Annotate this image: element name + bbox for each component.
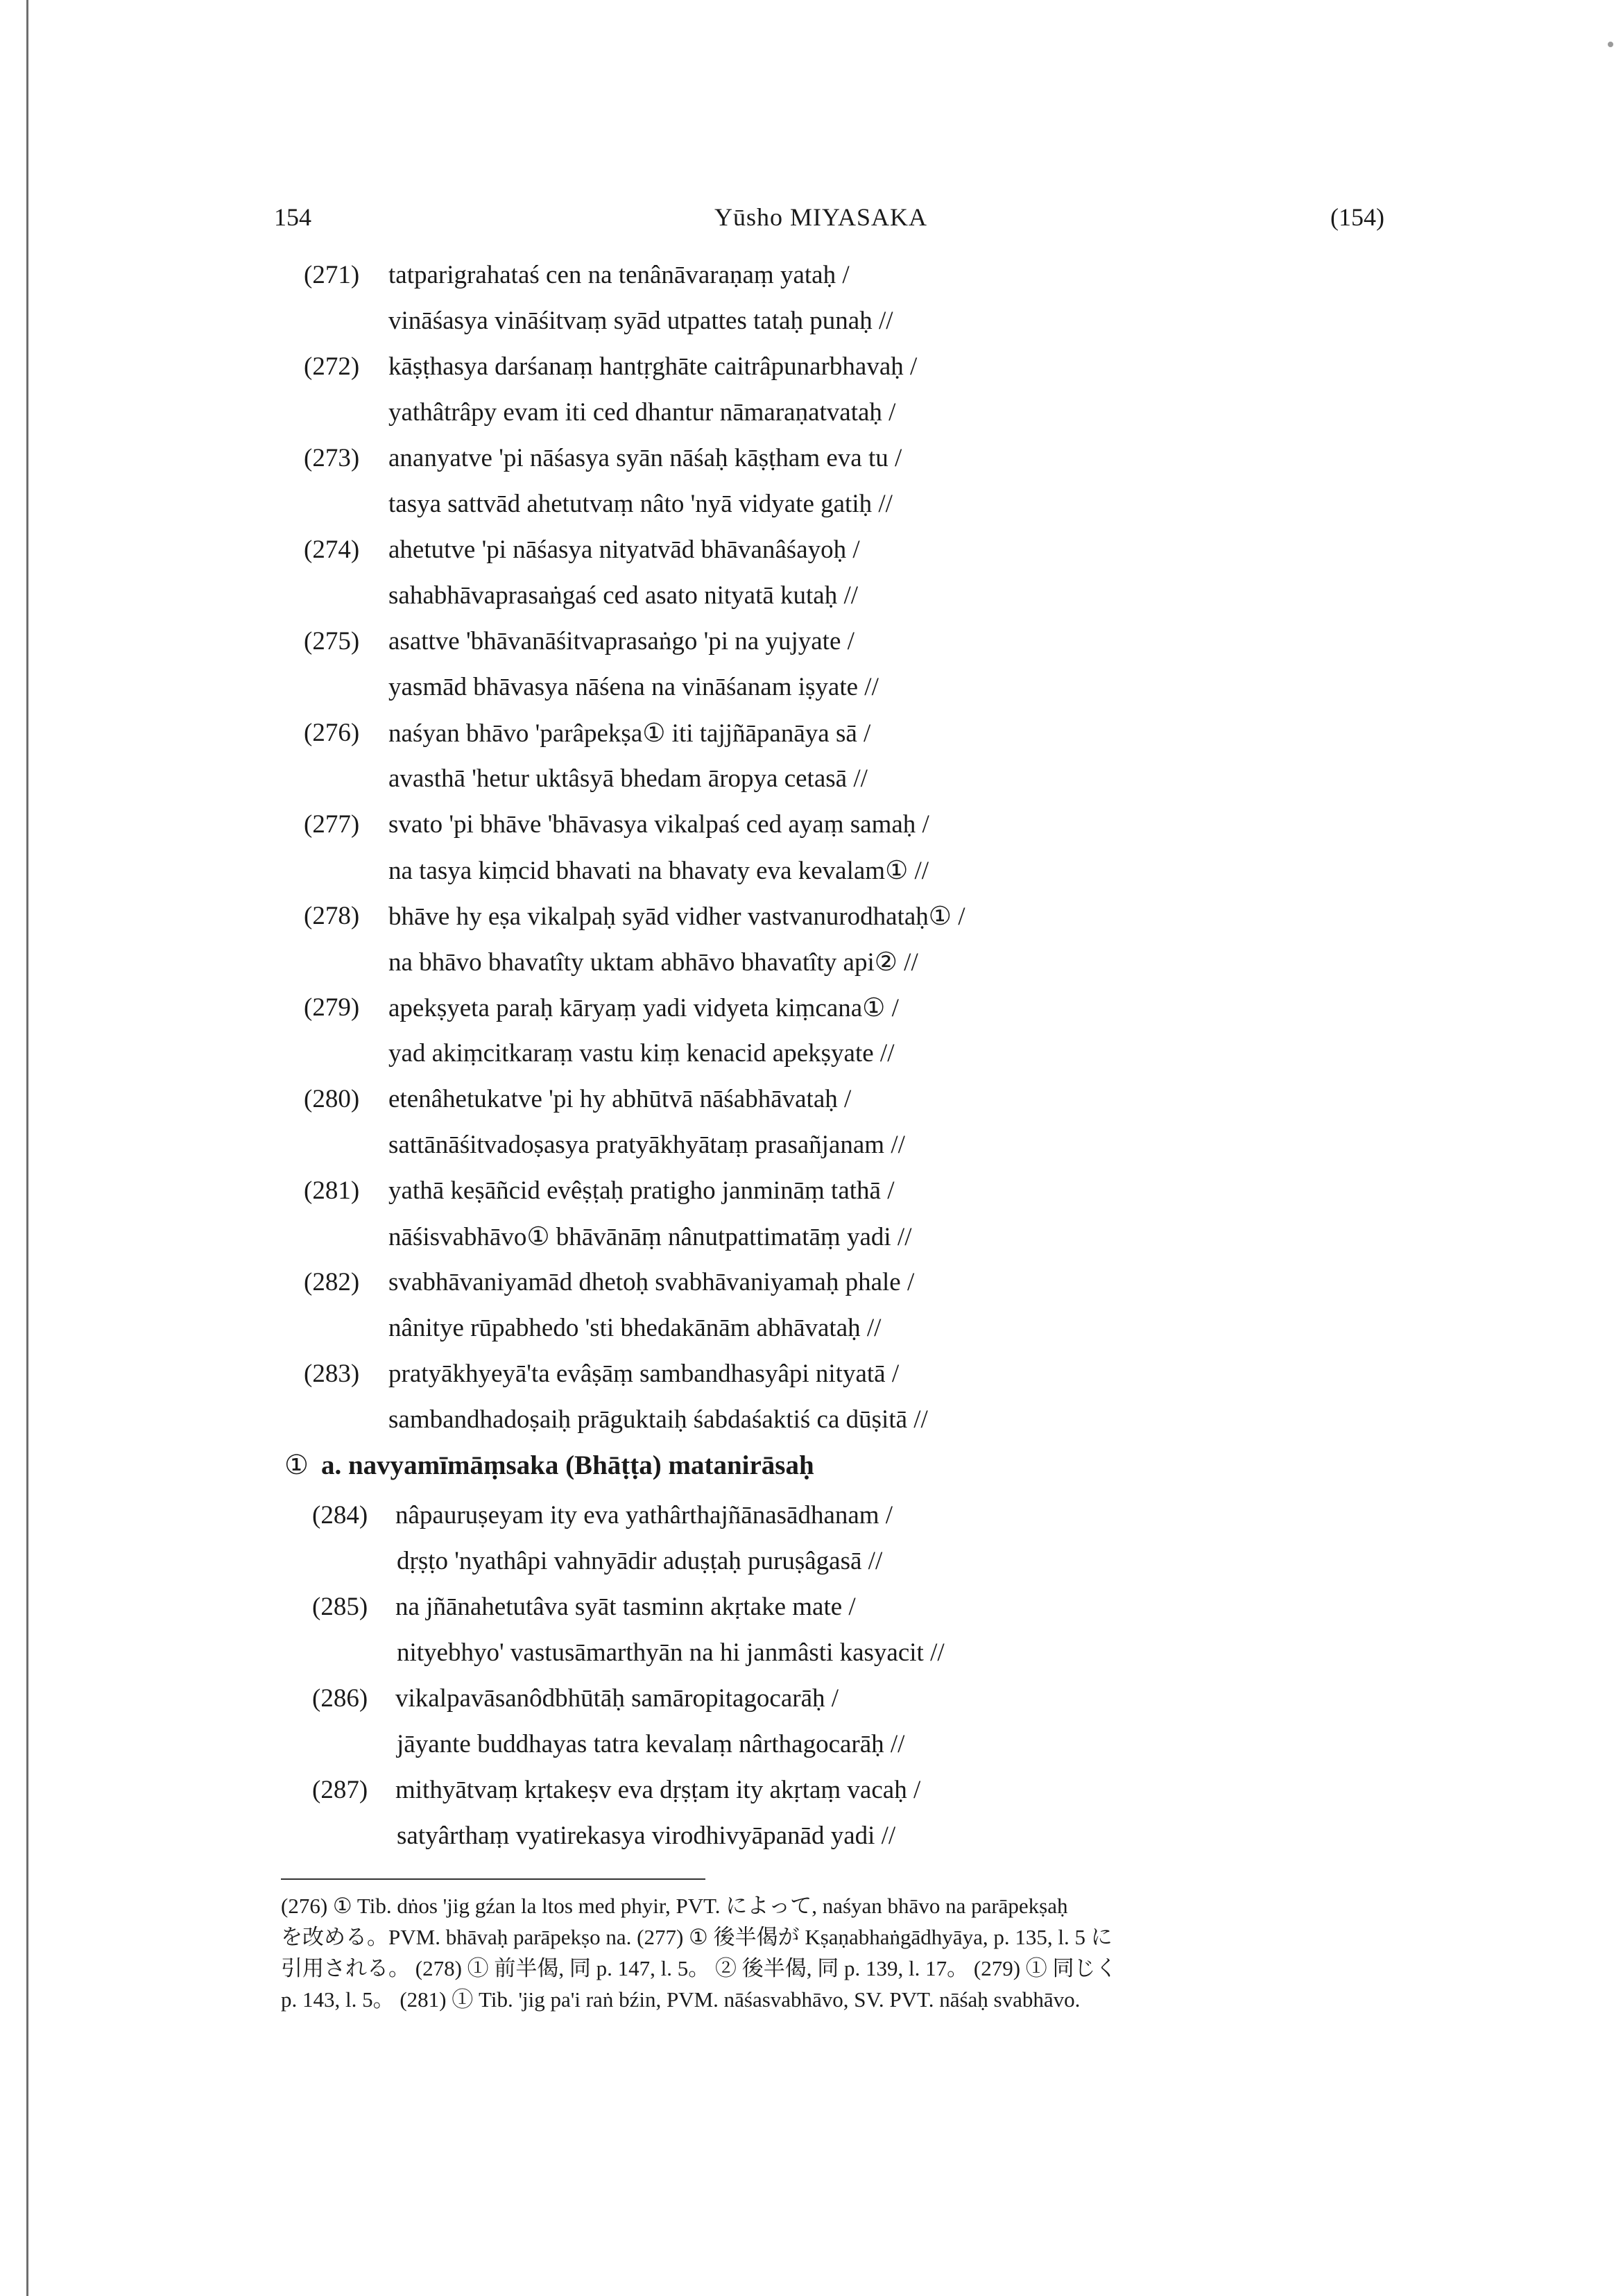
- verse-line-1: na jñānahetutâva syāt tasminn akṛtake mate /: [395, 1593, 856, 1621]
- verse-line-2: jāyante buddhayas tatra kevalaṃ nârthagocarāḥ //: [397, 1730, 905, 1758]
- verse: [0, 443, 1623, 535]
- footnote-rule: [281, 1878, 705, 1880]
- verse: [0, 901, 1623, 993]
- verse-line-1: vikalpavāsanôdbhūtāḥ samāropitagocarāḥ /: [395, 1684, 839, 1713]
- verse: [0, 1084, 1623, 1176]
- verse-line-2: vināśasya vināśitvaṃ syād utpattes tataḥ punaḥ //: [388, 307, 893, 335]
- verse: [0, 1775, 1623, 1867]
- verse-line-1: svabhāvaniyamād dhetoḥ svabhāvaniyamaḥ phale /: [388, 1268, 915, 1296]
- verse-line-1: apekṣyeta paraḥ kāryaṃ yadi vidyeta kiṃcana① /: [388, 994, 899, 1022]
- verse-line-1: ahetutve 'pi nāśasya nityatvād bhāvanâśayoḥ /: [388, 536, 860, 564]
- verse: [0, 1267, 1623, 1359]
- verse-number: (284): [312, 1501, 368, 1530]
- verse-line-2: yad akiṃcitkaraṃ vastu kiṃ kenacid apekṣyate //: [388, 1039, 895, 1068]
- verse-line-2: nityebhyo' vastusāmarthyān na hi janmâsti kasyacit //: [397, 1638, 945, 1667]
- verse-number: (286): [312, 1684, 368, 1713]
- footnote-line: p. 143, l. 5。 (281) ① Tib. 'jig pa'i raṅ bźin, PVM. nāśasvabhāvo, SV. PVT. nāśaḥ svabhāvo.: [281, 1987, 1081, 2012]
- verse-number: (278): [304, 902, 360, 930]
- verse-line-2: sambandhadoṣaiḥ prāguktaiḥ śabdaśaktiś ca dūṣitā //: [388, 1405, 928, 1434]
- verse: [0, 809, 1623, 901]
- footnote-line: (276) ① Tib. dṅos 'jig gźan la ltos med phyir, PVT. によって, naśyan bhāvo na parāpekṣaḥ: [281, 1894, 1068, 1918]
- verse-number: (271): [304, 261, 360, 289]
- verse-line-2: satyârthaṃ vyatirekasya virodhivyāpanād yadi //: [397, 1822, 896, 1850]
- verse-number: (285): [312, 1593, 368, 1621]
- verse: [0, 1500, 1623, 1592]
- verse-number: (272): [304, 352, 360, 381]
- verse-line-1: nâpauruṣeyam ity eva yathârthajñānasādhanam /: [395, 1501, 893, 1530]
- verse: [0, 1592, 1623, 1684]
- running-title: Yūsho MIYASAKA: [714, 203, 928, 231]
- verse: [0, 352, 1623, 443]
- verse-line-1: tatparigrahataś cen na tenânāvaraṇaṃ yataḥ /: [388, 261, 850, 289]
- verse-line-1: asattve 'bhāvanāśitvaprasaṅgo 'pi na yujyate /: [388, 627, 855, 656]
- verse-line-1: ananyatve 'pi nāśasya syān nāśaḥ kāṣṭham eva tu /: [388, 444, 902, 472]
- scan-speck: [1608, 42, 1613, 47]
- section-marker: ①: [284, 1450, 309, 1480]
- verse-line-2: sattānāśitvadoṣasya pratyākhyātaṃ prasañjanam //: [388, 1131, 905, 1159]
- verse-line-1: yathā keṣāñcid evêṣṭaḥ pratigho janmināṃ tathā /: [388, 1176, 895, 1205]
- verse-number: (287): [312, 1776, 368, 1804]
- verse-number: (281): [304, 1176, 360, 1205]
- verse-number: (274): [304, 536, 360, 564]
- page-header: [0, 203, 1623, 237]
- verse-line-2: sahabhāvaprasaṅgaś ced asato nityatā kutaḥ //: [388, 581, 859, 610]
- verse: [0, 260, 1623, 352]
- verse: [0, 718, 1623, 809]
- verse-line-1: naśyan bhāvo 'parâpekṣa① iti tajjñāpanāya sā /: [388, 719, 871, 748]
- verse-block-2: [0, 1500, 1623, 1867]
- verse: [0, 1359, 1623, 1450]
- footnote-line: を改める。PVM. bhāvaḥ parāpekṣo na. (277) ① 後半偈が Kṣaṇabhaṅgādhyāya, p. 135, l. 5 に: [281, 1925, 1113, 1949]
- verse-line-1: kāṣṭhasya darśanaṃ hantṛghāte caitrâpunarbhavaḥ /: [388, 352, 918, 381]
- verse: [0, 626, 1623, 718]
- verse-number: (282): [304, 1268, 360, 1296]
- verse-line-2: avasthā 'hetur uktâsyā bhedam āropya cetasā //: [388, 764, 868, 793]
- verse-number: (276): [304, 719, 360, 747]
- section-heading-text: a. navyamīmāṃsaka (Bhāṭṭa) matanirāsaḥ: [320, 1450, 814, 1480]
- verse-line-2: na tasya kiṃcid bhavati na bhavaty eva kevalam① //: [388, 857, 929, 885]
- footnotes: [281, 1890, 1436, 2015]
- verse-line-1: mithyātvaṃ kṛtakeṣv eva dṛṣṭam ity akṛtaṃ vacaḥ /: [395, 1776, 921, 1804]
- verse: [0, 1684, 1623, 1775]
- verse-line-2: dṛṣṭo 'nyathâpi vahnyādir aduṣṭaḥ puruṣâgasā //: [397, 1547, 883, 1575]
- verse-number: (275): [304, 627, 360, 656]
- verse-line-1: etenâhetukatve 'pi hy abhūtvā nāśabhāvataḥ /: [388, 1085, 852, 1113]
- verse-line-2: nāśisvabhāvo① bhāvānāṃ nânutpattimatāṃ yadi //: [388, 1223, 912, 1251]
- verse: [0, 535, 1623, 626]
- verse-line-2: nânitye rūpabhedo 'sti bhedakānām abhāvataḥ //: [388, 1314, 882, 1342]
- verse: [0, 1176, 1623, 1267]
- verse-line-2: yasmād bhāvasya nāśena na vināśanam iṣyate //: [388, 673, 879, 701]
- page-number-right: (154): [1330, 203, 1384, 231]
- verse-line-2: na bhāvo bhavatîty uktam abhāvo bhavatîty api② //: [388, 948, 918, 977]
- verse-number: (277): [304, 810, 360, 839]
- footnote-line: 引用される。 (278) ① 前半偈, 同 p. 147, l. 5。 ② 後半偈, 同 p. 139, l. 17。 (279) ① 同じく: [281, 1956, 1117, 1980]
- verse-line-1: bhāve hy eṣa vikalpaḥ syād vidher vastvanurodhataḥ① /: [388, 902, 965, 931]
- verse-line-2: tasya sattvād ahetutvaṃ nâto 'nyā vidyate gatiḥ //: [388, 490, 893, 518]
- section-heading: [284, 1450, 814, 1481]
- page-number-left: 154: [274, 203, 311, 231]
- verse-number: (273): [304, 444, 360, 472]
- verse-number: (280): [304, 1085, 360, 1113]
- verse: [0, 993, 1623, 1084]
- verse-line-2: yathâtrâpy evam iti ced dhantur nāmaraṇatvataḥ /: [388, 398, 896, 427]
- verse-block-1: [0, 260, 1623, 1450]
- verse-line-1: svato 'pi bhāve 'bhāvasya vikalpaś ced ayaṃ samaḥ /: [388, 810, 929, 839]
- verse-line-1: pratyākhyeyā'ta evâṣāṃ sambandhasyâpi nityatā /: [388, 1360, 900, 1388]
- verse-number: (283): [304, 1360, 360, 1388]
- verse-number: (279): [304, 993, 360, 1022]
